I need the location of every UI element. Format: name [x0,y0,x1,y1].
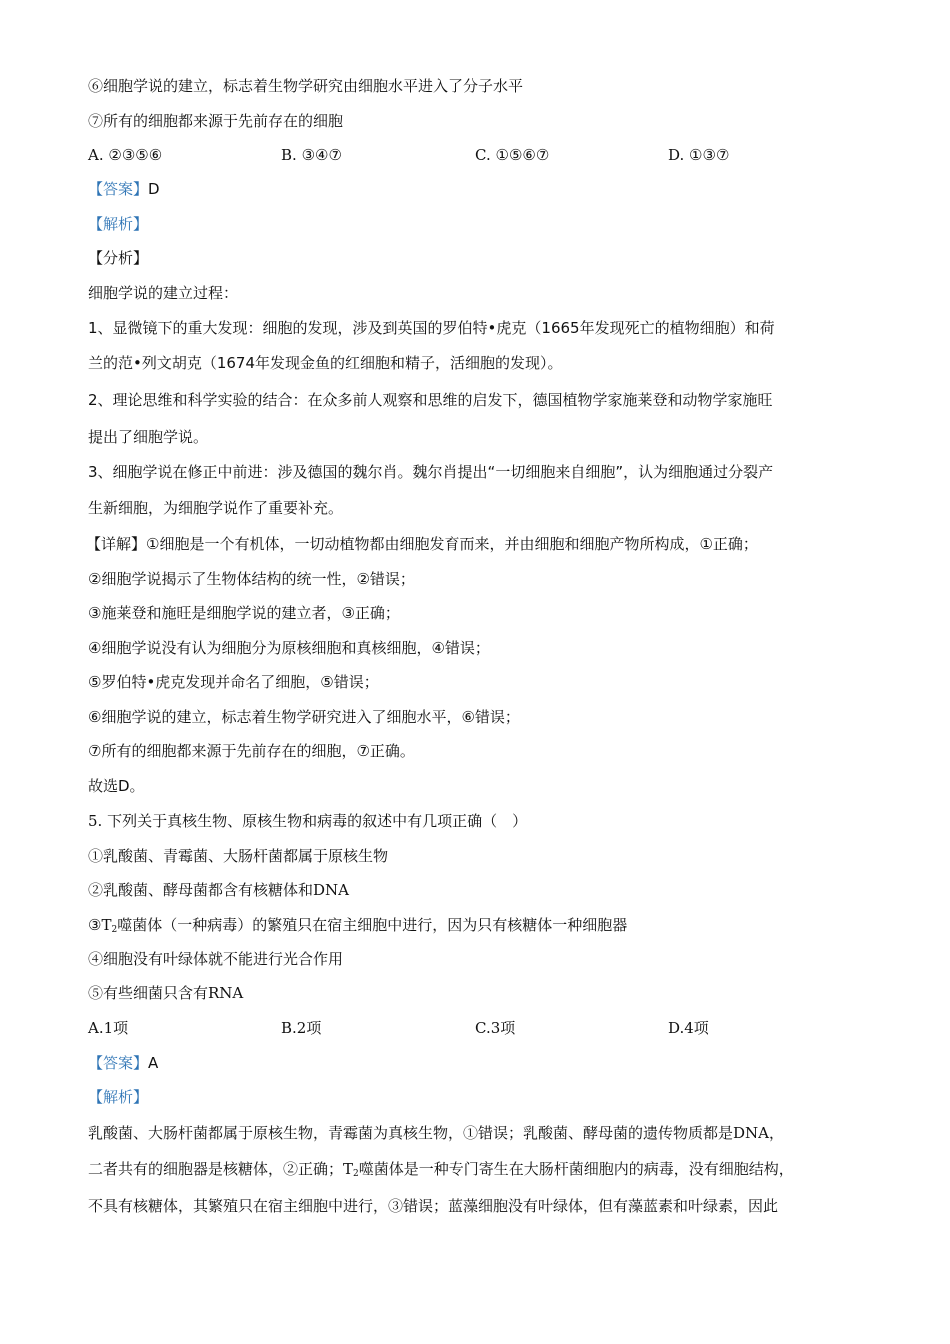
q4-fenxi-label: 【分析】 [88,249,149,267]
fenxi-line: 2、理论思维和科学实验的结合：在众多前人观察和思维的启发下，德国植物学家施莱登和动物学家施旺 [88,391,773,409]
fenxi-line: 生新细胞，为细胞学说作了重要补充。 [88,499,344,517]
fenxi-line: 提出了细胞学说。 [88,428,209,446]
answer-label: 【答案】 [88,1054,149,1072]
q5-statement: $③T_2$噬菌体（一种病毒）的繁殖只在宿主细胞中进行，因为只有核糖体一种细胞器 [88,916,628,935]
detail-line: ⑦所有的细胞都来源于先前存在的细胞，⑦正确。 [88,742,415,760]
q5-statement: ①乳酸菌、青霉菌、大肠杆菌都属于原核生物 [88,847,389,865]
detail-line: ⑥细胞学说的建立，标志着生物学研究进入了细胞水平，⑥错误； [88,708,520,726]
detail-line: ②细胞学说揭示了生物体结构的统一性，②错误； [88,570,415,588]
detail-line: ⑤罗伯特•虎克发现并命名了细胞，⑤错误； [88,673,379,691]
fenxi-line: 细胞学说的建立过程： [88,284,239,302]
q5-analysis-label: 【解析】 [88,1088,149,1106]
q4-statement-6: ⑥细胞学说的建立，标志着生物学研究由细胞水平进入了分子水平 [88,77,524,95]
analysis-line: 二者共有的细胞器是核糖体，②正确；$T_2$噬菌体是一种专门寄生在大肠杆菌细胞内的病毒，没有细胞结构， [88,1160,794,1179]
q4-option-a: A. ②③⑤⑥ [88,146,163,164]
answer-label: 【答案】 [88,180,149,198]
q4-statement-7: ⑦所有的细胞都来源于先前存在的细胞 [88,112,344,130]
q5-option-d: D.4项 [668,1019,709,1037]
q4-analysis-label: 【解析】 [88,215,149,233]
analysis-line: 乳酸菌、大肠杆菌都属于原核生物，青霉菌为真核生物，①错误；乳酸菌、酵母菌的遗传物质都是DNA， [88,1124,784,1142]
detail-line: ③施莱登和施旺是细胞学说的建立者，③正确； [88,604,400,622]
q4-answer [88,179,160,199]
analysis-line: 不具有核糖体，其繁殖只在宿主细胞中进行，③错误；蓝藻细胞没有叶绿体，但有藻蓝素和叶绿素，因此 [88,1197,779,1215]
detail-label: 【详解】 [86,535,147,553]
q4-option-b: B. ③④⑦ [281,146,342,164]
conclusion-line: 故选D。 [88,777,145,795]
q5-statement: ⑤有些细菌只含有RNA [88,984,244,1002]
q4-option-c: C. ①⑤⑥⑦ [475,146,550,164]
fenxi-line: 兰的范•列文胡克（1674年发现金鱼的红细胞和精子，活细胞的发现）。 [88,354,563,372]
fenxi-line: 1、显微镜下的重大发现：细胞的发现，涉及到英国的罗伯特•虎克（1665年发现死亡的植物细胞）和荷 [88,319,775,337]
q5-option-b: B.2项 [281,1019,322,1037]
q5-option-a: A.1项 [88,1019,129,1037]
q5-statement: ④细胞没有叶绿体就不能进行光合作用 [88,950,344,968]
q5-answer [88,1053,158,1073]
detail-line: 【详解】①细胞是一个有机体，一切动植物都由细胞发育而来，并由细胞和细胞产物所构成，①正确； [86,535,758,553]
fenxi-line: 3、细胞学说在修正中前进：涉及德国的魏尔肖。魏尔肖提出“一切细胞来自细胞”，认为细胞通过分裂产 [88,463,774,481]
answer-value: D [148,180,160,198]
detail-line: ④细胞学说没有认为细胞分为原核细胞和真核细胞，④错误； [88,639,490,657]
q5-statement: ②乳酸菌、酵母菌都含有核糖体和DNA [88,881,349,899]
q5-option-c: C.3项 [475,1019,516,1037]
answer-value: A [148,1054,159,1072]
q4-option-d: D. ①③⑦ [668,146,730,164]
q5-stem: 5. 下列关于真核生物、原核生物和病毒的叙述中有几项正确（ ） [88,812,528,830]
